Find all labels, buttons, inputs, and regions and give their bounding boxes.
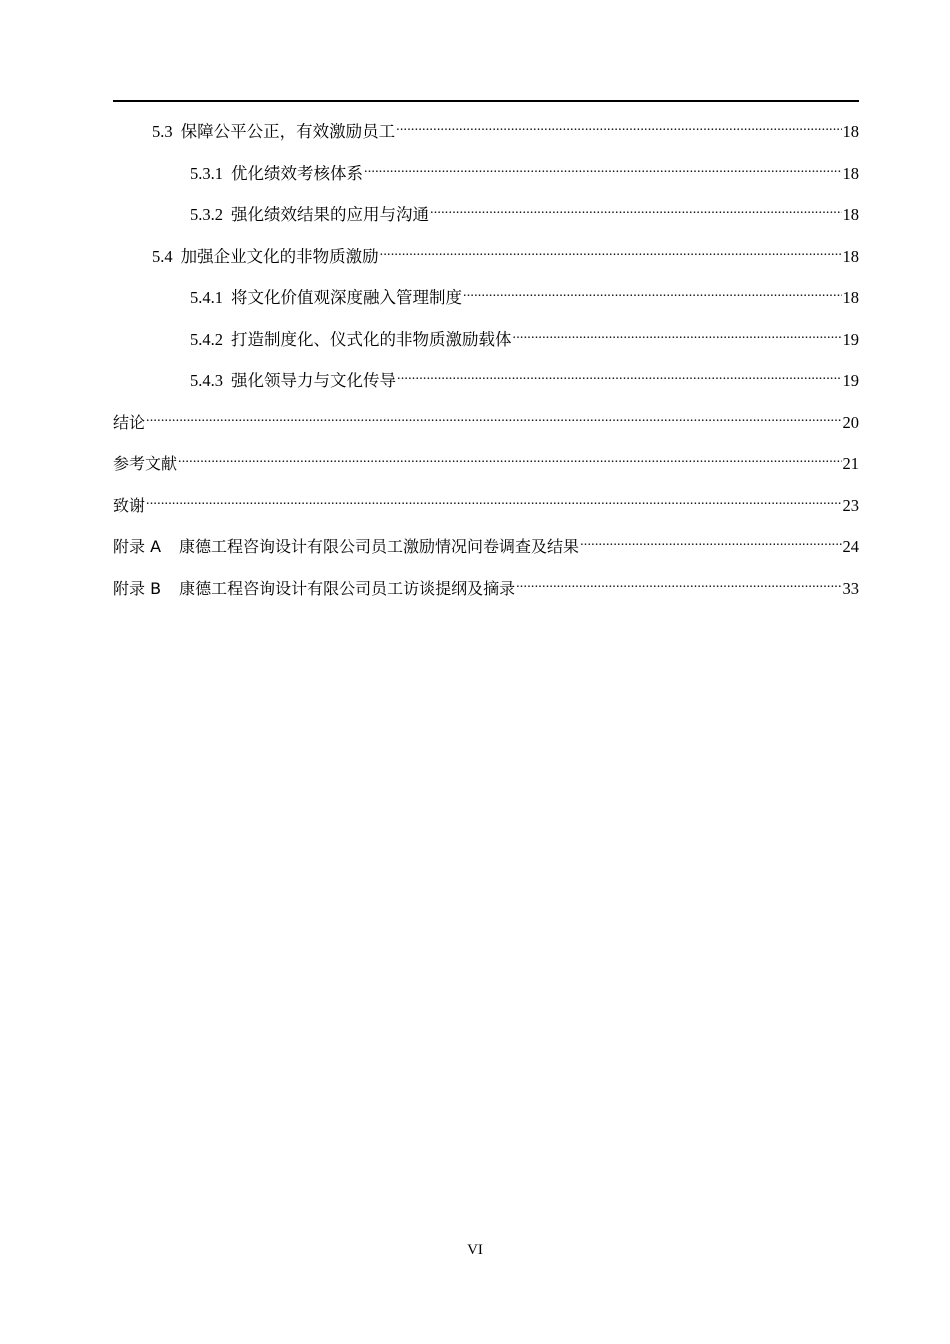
toc-entry-title: 保障公平公正，有效激励员工	[180, 122, 396, 141]
toc-entry-page: 18	[842, 122, 859, 141]
toc-entry-title: 强化领导力与文化传导	[231, 371, 396, 390]
toc-entry-5-3[interactable]	[113, 115, 859, 157]
dot-leader	[364, 165, 842, 179]
dot-leader	[463, 289, 842, 303]
toc-entry-page: 19	[842, 371, 859, 390]
toc-entry-title: 康德工程咨询设计有限公司员工激励情况问卷调查及结果	[179, 537, 580, 556]
toc-entry-5-3-2[interactable]	[113, 198, 859, 240]
toc-entry-number: 5.4.3	[190, 371, 223, 390]
toc-entry-5-4-3[interactable]	[113, 364, 859, 406]
toc-entry-title: 打造制度化、仪式化的非物质激励载体	[231, 329, 512, 349]
toc-entry-number: 5.4.1	[190, 288, 223, 307]
toc-entry-number: 附录 A	[113, 537, 162, 556]
toc-entry-title: 结论	[113, 412, 146, 432]
toc-entry-5-3-1[interactable]	[113, 157, 859, 199]
dot-leader	[146, 497, 841, 511]
toc-entry-page: 18	[842, 246, 859, 266]
dot-leader	[516, 580, 841, 594]
toc-entry-page: 20	[842, 412, 859, 432]
toc-entry-page: 23	[842, 495, 859, 515]
toc-entry-number: 5.3.2	[190, 205, 223, 224]
toc-entry-number: 5.3	[152, 122, 173, 141]
header-rule	[113, 100, 859, 102]
toc-entry-page: 18	[842, 288, 859, 307]
dot-leader	[430, 206, 842, 220]
toc-entry-page: 19	[842, 329, 859, 349]
toc-entry-title: 康德工程咨询设计有限公司员工访谈提纲及摘录	[179, 578, 516, 598]
toc-entry-number: 5.3.1	[190, 163, 223, 183]
toc-entry-title: 参考文献	[113, 454, 178, 473]
toc-entry-page: 21	[842, 454, 859, 473]
dot-leader	[146, 414, 841, 428]
dot-leader	[513, 331, 842, 345]
toc-entry-page: 18	[842, 163, 859, 183]
toc-entry-title: 强化绩效结果的应用与沟通	[231, 205, 429, 224]
dot-leader	[178, 455, 841, 469]
toc-entry-page: 18	[842, 205, 859, 224]
dot-leader	[396, 123, 841, 137]
toc-entry-number: 5.4.2	[190, 329, 223, 349]
toc-entry-5-4-1[interactable]	[113, 281, 859, 323]
toc-entry-5-4-2[interactable]	[113, 323, 859, 365]
toc-entry-appendix-a[interactable]	[113, 530, 859, 572]
toc-entry-references[interactable]	[113, 447, 859, 489]
page-number: VI	[467, 1242, 483, 1258]
toc-entry-appendix-b[interactable]	[113, 572, 859, 614]
toc-entry-acknowledgements[interactable]	[113, 489, 859, 531]
toc-entry-5-4[interactable]	[113, 240, 859, 282]
toc-entry-title: 将文化价值观深度融入管理制度	[231, 288, 462, 307]
toc-entry-conclusion[interactable]	[113, 406, 859, 448]
table-of-contents	[113, 115, 859, 613]
toc-entry-page: 33	[842, 578, 859, 598]
dot-leader	[380, 248, 842, 262]
toc-entry-number: 附录 B	[113, 578, 162, 598]
dot-leader	[580, 538, 841, 552]
toc-entry-title: 加强企业文化的非物质激励	[180, 246, 379, 266]
toc-entry-title: 致谢	[113, 495, 146, 515]
toc-entry-title: 优化绩效考核体系	[231, 163, 363, 183]
toc-entry-number: 5.4	[152, 246, 173, 266]
toc-entry-page: 24	[842, 537, 859, 556]
dot-leader	[397, 372, 842, 386]
